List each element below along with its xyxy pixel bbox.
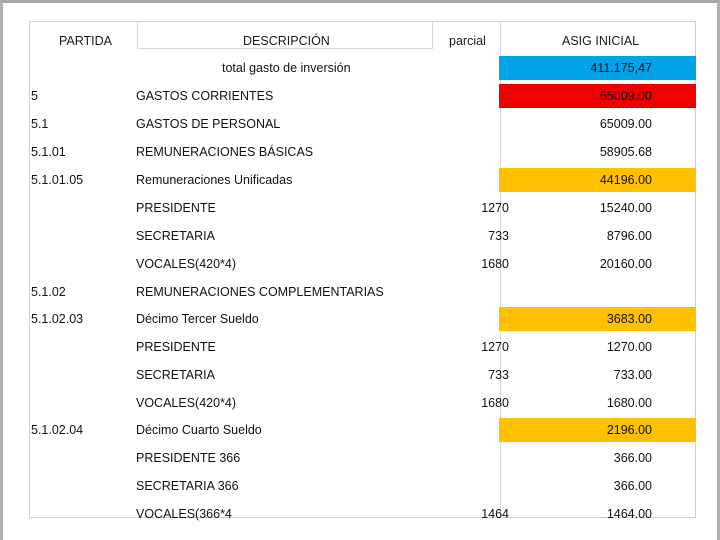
- asig-inicial-value: 366.00: [613, 451, 652, 465]
- total-value: [499, 56, 696, 80]
- descripcion-cell: PRESIDENTE: [136, 340, 216, 354]
- table-row: [29, 112, 696, 136]
- partida-cell: 5.1: [31, 117, 49, 131]
- asig-inicial-value: 366.00: [613, 479, 652, 493]
- asig-inicial-cell: [499, 335, 696, 359]
- parcial-cell: 1680: [481, 257, 509, 271]
- header-partida: PARTIDA: [59, 34, 113, 48]
- asig-inicial-cell: [499, 168, 696, 192]
- asig-inicial-cell: [499, 84, 696, 108]
- partida-cell: [29, 391, 136, 415]
- asig-inicial-cell: [499, 280, 696, 304]
- parcial-cell: [433, 418, 509, 442]
- partida-cell: [29, 502, 136, 526]
- table-row: [29, 335, 696, 359]
- asig-inicial-value: 733.00: [613, 368, 652, 382]
- parcial-cell: 733: [488, 229, 509, 243]
- asig-inicial-cell: [499, 418, 696, 442]
- partida-cell: 5.1.02.04: [31, 423, 84, 437]
- descripcion-cell: GASTOS DE PERSONAL: [136, 117, 281, 131]
- table-row: [29, 224, 696, 248]
- asig-inicial-value: 1270.00: [606, 340, 652, 354]
- descripcion-cell: PRESIDENTE: [136, 201, 216, 215]
- partida-cell: [29, 446, 136, 470]
- partida-cell: 5.1.01: [31, 145, 66, 159]
- parcial-cell: 1680: [481, 396, 509, 410]
- header-asig-inicial: ASIG INICIAL: [562, 34, 640, 48]
- asig-inicial-cell: [499, 363, 696, 387]
- partida-cell: [29, 224, 136, 248]
- table-row: [29, 252, 696, 276]
- table-row: [29, 84, 696, 108]
- total-value-text: 411.175,47: [590, 61, 652, 75]
- descripcion-cell: VOCALES(366*4: [136, 507, 232, 521]
- descripcion-cell: SECRETARIA: [136, 368, 215, 382]
- parcial-cell: [433, 84, 509, 108]
- parcial-cell: [433, 307, 509, 331]
- partida-cell: [29, 335, 136, 359]
- asig-inicial-cell: [499, 252, 696, 276]
- descripcion-cell: PRESIDENTE 366: [136, 451, 241, 465]
- table-row: [29, 474, 696, 498]
- asig-inicial-cell: [499, 391, 696, 415]
- asig-inicial-value: 44196.00: [599, 173, 652, 187]
- descripcion-cell: REMUNERACIONES COMPLEMENTARIAS: [136, 285, 384, 299]
- descripcion-cell: Décimo Tercer Sueldo: [136, 312, 259, 326]
- header-descripcion: DESCRIPCIÓN: [243, 34, 330, 48]
- partida-cell: 5: [31, 89, 38, 103]
- table-row: [29, 280, 696, 304]
- asig-inicial-cell: [499, 446, 696, 470]
- asig-inicial-cell: [499, 112, 696, 136]
- table-row: [29, 363, 696, 387]
- parcial-cell: [433, 280, 509, 304]
- partida-cell: 5.1.01.05: [31, 173, 84, 187]
- parcial-cell: 1464: [481, 507, 509, 521]
- descripcion-cell: Décimo Cuarto Sueldo: [136, 423, 262, 437]
- partida-cell: 5.1.02.03: [31, 312, 84, 326]
- parcial-cell: [433, 140, 509, 164]
- asig-inicial-value: 65009.00: [599, 117, 652, 131]
- parcial-cell: 733: [488, 368, 509, 382]
- table-row: [29, 446, 696, 470]
- asig-inicial-value: 20160.00: [599, 257, 652, 271]
- parcial-cell: 1270: [481, 340, 509, 354]
- asig-inicial-value: 3683.00: [606, 312, 652, 326]
- table-row: [29, 196, 696, 220]
- asig-inicial-cell: [499, 502, 696, 526]
- asig-inicial-value: 2196.00: [606, 423, 652, 437]
- partida-cell: [29, 196, 136, 220]
- asig-inicial-value: 8796.00: [606, 229, 652, 243]
- descripcion-cell: REMUNERACIONES BÁSICAS: [136, 145, 314, 159]
- asig-inicial-cell: [499, 474, 696, 498]
- partida-cell: [29, 252, 136, 276]
- asig-inicial-cell: [499, 140, 696, 164]
- table-row: [29, 140, 696, 164]
- parcial-cell: [433, 474, 509, 498]
- asig-inicial-cell: [499, 196, 696, 220]
- partida-cell: [29, 474, 136, 498]
- asig-inicial-value: 15240.00: [599, 201, 652, 215]
- parcial-cell: [433, 168, 509, 192]
- asig-inicial-value: 58905.68: [599, 145, 652, 159]
- column-rule-parcial: [432, 21, 433, 49]
- asig-inicial-value: 1680.00: [606, 396, 652, 410]
- table-row: [29, 391, 696, 415]
- table-row: [29, 418, 696, 442]
- asig-inicial-value: 1464.00: [606, 507, 652, 521]
- descripcion-cell: GASTOS CORRIENTES: [136, 89, 274, 103]
- asig-inicial-value: 65009.00: [599, 89, 652, 103]
- descripcion-cell: Remuneraciones Unificadas: [136, 173, 293, 187]
- header-parcial: parcial: [449, 34, 486, 48]
- parcial-cell: [433, 446, 509, 470]
- total-label: total gasto de inversión: [222, 61, 351, 75]
- descripcion-cell: VOCALES(420*4): [136, 396, 237, 410]
- column-rule-desc: [137, 21, 138, 49]
- partida-cell: [29, 363, 136, 387]
- table-row: [29, 307, 696, 331]
- total-row: [29, 56, 696, 80]
- descripcion-cell: VOCALES(420*4): [136, 257, 237, 271]
- descripcion-cell: SECRETARIA: [136, 229, 215, 243]
- table-row: [29, 502, 696, 526]
- parcial-cell: [433, 112, 509, 136]
- descripcion-cell: SECRETARIA 366: [136, 479, 239, 493]
- header-rule: [137, 48, 433, 49]
- table-row: [29, 168, 696, 192]
- asig-inicial-cell: [499, 224, 696, 248]
- partida-cell: 5.1.02: [31, 285, 66, 299]
- asig-inicial-cell: [499, 307, 696, 331]
- parcial-cell: 1270: [481, 201, 509, 215]
